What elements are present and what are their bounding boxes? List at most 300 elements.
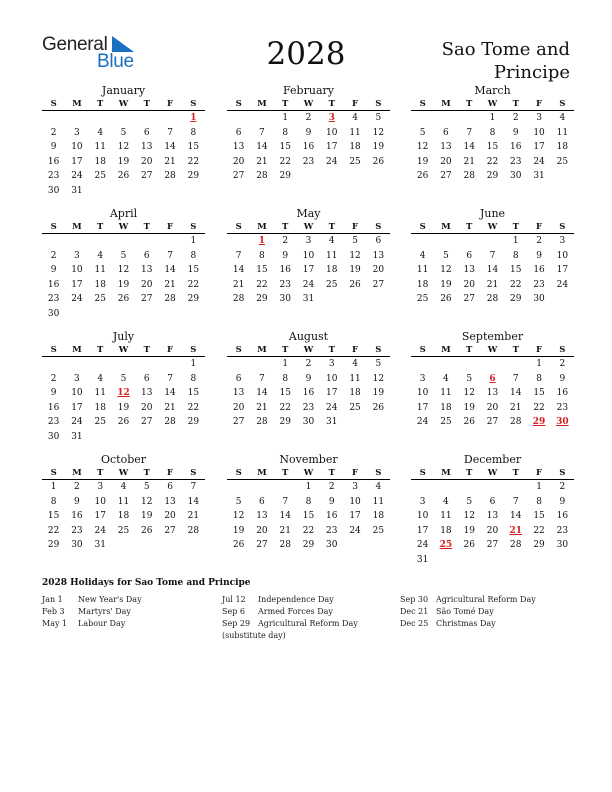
day-cell: 4 bbox=[352, 359, 358, 369]
day-grid bbox=[42, 234, 205, 321]
day-cell: 13 bbox=[232, 142, 245, 152]
day-cell: 14 bbox=[232, 265, 245, 275]
day-cell: 20 bbox=[232, 402, 245, 413]
weekday-label: T bbox=[282, 99, 289, 109]
day-cell: 23 bbox=[302, 402, 315, 413]
holiday-column bbox=[222, 594, 398, 642]
day-cell: 23 bbox=[326, 525, 338, 536]
day-cell: 2 bbox=[50, 127, 57, 138]
day-cell: 4 bbox=[328, 236, 335, 246]
month-august bbox=[227, 330, 390, 430]
day-grid bbox=[42, 480, 205, 553]
day-cell: 18 bbox=[556, 142, 569, 152]
day-cell: 29 bbox=[486, 171, 499, 181]
day-cell: 29 bbox=[302, 540, 315, 550]
day-cell: 21 bbox=[486, 279, 499, 290]
day-cell: 27 bbox=[256, 540, 268, 550]
day-cell: 1 bbox=[536, 482, 542, 492]
day-cell: 17 bbox=[533, 142, 545, 152]
holiday-item bbox=[222, 618, 398, 630]
weekday-label: T bbox=[512, 222, 519, 232]
day-cell: 11 bbox=[440, 511, 452, 521]
weekday-label: F bbox=[536, 222, 543, 232]
day-cell: 23 bbox=[47, 417, 60, 427]
day-cell: 19 bbox=[349, 265, 361, 275]
day-cell: 11 bbox=[440, 388, 452, 398]
day-cell: 16 bbox=[47, 156, 60, 167]
day-cell: 28 bbox=[164, 417, 176, 427]
month-october bbox=[42, 453, 205, 553]
day-cell: 31 bbox=[533, 171, 545, 181]
day-cell: 5 bbox=[375, 113, 382, 123]
day-cell: 6 bbox=[143, 127, 150, 138]
day-cell: 28 bbox=[279, 540, 291, 550]
day-cell: 5 bbox=[352, 236, 358, 246]
day-cell: 10 bbox=[94, 496, 106, 507]
day-cell: 20 bbox=[164, 511, 176, 521]
day-cell: 20 bbox=[141, 156, 153, 167]
weekday-label: S bbox=[50, 222, 57, 232]
day-cell: 13 bbox=[141, 388, 153, 398]
day-cell: 22 bbox=[187, 156, 200, 167]
empty-cell bbox=[42, 234, 65, 249]
weekday-label: M bbox=[72, 222, 82, 232]
day-cell: 7 bbox=[282, 496, 289, 507]
day-cell: 5 bbox=[375, 359, 382, 369]
weekday-label: T bbox=[143, 222, 150, 232]
weekday-label: S bbox=[419, 99, 426, 109]
day-cell: 31 bbox=[302, 294, 315, 304]
day-cell: 10 bbox=[416, 511, 429, 521]
weekday-header bbox=[227, 344, 390, 357]
day-cell: 5 bbox=[443, 250, 449, 261]
day-cell: 19 bbox=[440, 279, 452, 290]
empty-cell bbox=[481, 357, 504, 372]
day-cell: 26 bbox=[117, 294, 130, 304]
weekday-label: F bbox=[352, 345, 359, 355]
day-cell: 13 bbox=[141, 142, 153, 152]
day-cell: 3 bbox=[74, 127, 80, 138]
weekday-label: T bbox=[328, 468, 335, 478]
holiday-date: Jan 1 bbox=[42, 595, 63, 604]
day-cell: 5 bbox=[466, 373, 473, 384]
empty-cell bbox=[227, 480, 250, 495]
holiday-name: Agricultural Reform Day bbox=[258, 619, 358, 628]
holiday-name: Martyrs' Day bbox=[78, 607, 131, 616]
weekday-label: F bbox=[536, 345, 543, 355]
month-title: September bbox=[461, 330, 524, 343]
day-cell: 10 bbox=[326, 373, 338, 384]
day-cell: 9 bbox=[305, 127, 312, 138]
day-cell: 2 bbox=[512, 113, 519, 123]
day-cell: 21 bbox=[232, 279, 245, 290]
weekday-label: T bbox=[512, 99, 519, 109]
day-cell: 22 bbox=[486, 156, 499, 167]
empty-cell bbox=[65, 234, 88, 249]
day-cell: 30 bbox=[326, 540, 338, 550]
weekday-label: F bbox=[167, 99, 174, 109]
weekday-label: S bbox=[559, 99, 566, 109]
day-cell: 4 bbox=[559, 113, 566, 123]
weekday-header bbox=[411, 221, 574, 234]
day-cell: 30 bbox=[47, 185, 60, 196]
month-june bbox=[411, 207, 574, 307]
weekday-label: S bbox=[559, 345, 566, 355]
day-cell: 20 bbox=[463, 279, 475, 290]
weekday-label: T bbox=[466, 468, 473, 478]
day-cell: 17 bbox=[349, 511, 361, 521]
day-cell: 13 bbox=[486, 511, 499, 521]
empty-cell bbox=[504, 480, 527, 495]
day-cell: 23 bbox=[47, 171, 60, 181]
day-cell: 1 bbox=[305, 482, 312, 492]
day-cell: 22 bbox=[510, 279, 522, 290]
day-cell: 24 bbox=[71, 171, 83, 181]
day-cell: 12 bbox=[372, 127, 385, 138]
day-cell: 14 bbox=[486, 265, 499, 275]
day-cell: 8 bbox=[536, 373, 542, 384]
day-cell: 7 bbox=[259, 127, 265, 138]
day-cell: 14 bbox=[256, 388, 268, 398]
day-cell: 25 bbox=[349, 402, 361, 413]
day-cell: 10 bbox=[71, 142, 83, 152]
day-cell: 11 bbox=[117, 496, 130, 507]
weekday-label: S bbox=[190, 99, 197, 109]
day-cell: 24 bbox=[556, 279, 569, 290]
holiday-name: Agricultural Reform Day bbox=[436, 595, 536, 604]
day-cell: 24 bbox=[302, 279, 315, 290]
day-cell: 29 bbox=[510, 294, 522, 304]
weekday-label: T bbox=[97, 345, 104, 355]
day-cell: 25 bbox=[326, 279, 338, 290]
day-cell: 20 bbox=[141, 402, 153, 413]
day-cell: 10 bbox=[416, 388, 429, 398]
day-cell: 1 bbox=[282, 113, 289, 123]
month-title: March bbox=[474, 84, 511, 97]
day-cell: 10 bbox=[533, 127, 545, 138]
weekday-label: F bbox=[352, 468, 359, 478]
day-cell: 23 bbox=[279, 279, 291, 290]
empty-cell bbox=[65, 357, 88, 372]
day-cell: 16 bbox=[279, 265, 291, 275]
day-cell: 6 bbox=[143, 250, 150, 261]
day-cell: 9 bbox=[559, 373, 566, 384]
day-cell: 2 bbox=[559, 482, 566, 492]
calendar-year: 2028 bbox=[266, 36, 346, 72]
day-cell: 25 bbox=[117, 525, 130, 536]
holiday-name: Christmas Day bbox=[436, 619, 496, 628]
day-cell: 17 bbox=[302, 265, 315, 275]
day-cell: 14 bbox=[164, 142, 176, 152]
day-cell: 22 bbox=[187, 279, 200, 290]
day-cell: 18 bbox=[349, 388, 361, 398]
day-cell: 31 bbox=[326, 417, 338, 427]
day-cell: 19 bbox=[372, 142, 385, 152]
day-grid bbox=[227, 480, 390, 553]
day-cell: 28 bbox=[232, 294, 245, 304]
day-cell: 21 bbox=[279, 525, 291, 536]
day-cell: 15 bbox=[47, 511, 60, 521]
weekday-header bbox=[42, 221, 205, 234]
day-cell: 16 bbox=[533, 265, 545, 275]
empty-cell bbox=[411, 234, 434, 249]
weekday-label: S bbox=[419, 468, 426, 478]
day-cell: 6 bbox=[235, 373, 242, 384]
empty-cell bbox=[434, 234, 457, 249]
month-title: June bbox=[479, 207, 506, 220]
day-cell: 31 bbox=[416, 554, 429, 565]
day-cell: 23 bbox=[510, 156, 522, 167]
day-grid bbox=[411, 234, 574, 307]
weekday-label: S bbox=[419, 222, 426, 232]
empty-cell bbox=[135, 111, 158, 126]
day-cell: 5 bbox=[120, 127, 127, 138]
day-cell: 25 bbox=[416, 294, 429, 304]
day-cell: 6 bbox=[489, 496, 496, 507]
empty-cell bbox=[158, 357, 181, 372]
day-cell: 13 bbox=[486, 388, 499, 398]
day-cell: 8 bbox=[282, 373, 289, 384]
holiday-day-cell: 1 bbox=[258, 236, 266, 246]
holiday-day-cell: 29 bbox=[532, 417, 546, 427]
weekday-label: T bbox=[466, 222, 473, 232]
day-cell: 29 bbox=[187, 417, 200, 427]
day-cell: 23 bbox=[556, 402, 569, 413]
day-cell: 22 bbox=[279, 402, 291, 413]
day-cell: 17 bbox=[326, 142, 338, 152]
day-grid bbox=[411, 357, 574, 430]
day-cell: 24 bbox=[71, 294, 83, 304]
month-title: November bbox=[279, 453, 338, 466]
weekday-label: S bbox=[559, 468, 566, 478]
weekday-header bbox=[411, 467, 574, 480]
day-cell: 15 bbox=[486, 142, 499, 152]
day-cell: 4 bbox=[419, 250, 426, 261]
day-cell: 10 bbox=[71, 265, 83, 275]
empty-cell bbox=[434, 111, 457, 126]
day-cell: 8 bbox=[512, 250, 519, 261]
weekday-label: M bbox=[441, 222, 451, 232]
day-cell: 18 bbox=[94, 156, 106, 167]
day-cell: 30 bbox=[510, 171, 522, 181]
day-cell: 7 bbox=[167, 250, 173, 261]
day-cell: 23 bbox=[47, 294, 60, 304]
day-cell: 27 bbox=[141, 171, 153, 181]
day-cell: 16 bbox=[326, 511, 338, 521]
day-cell: 18 bbox=[349, 142, 361, 152]
day-cell: 18 bbox=[94, 279, 106, 290]
day-cell: 27 bbox=[141, 294, 153, 304]
day-cell: 21 bbox=[510, 402, 522, 413]
day-grid bbox=[227, 111, 390, 184]
day-cell: 4 bbox=[443, 373, 449, 384]
weekday-label: S bbox=[235, 468, 242, 478]
weekday-label: T bbox=[282, 222, 289, 232]
day-cell: 27 bbox=[486, 540, 499, 550]
day-cell: 11 bbox=[94, 142, 106, 152]
holiday-day-cell: 25 bbox=[439, 540, 453, 550]
day-cell: 22 bbox=[533, 402, 545, 413]
weekday-label: W bbox=[118, 468, 129, 478]
country-name-line1: Sao Tome and bbox=[441, 39, 570, 60]
day-cell: 12 bbox=[117, 265, 130, 275]
weekday-label: T bbox=[466, 345, 473, 355]
day-cell: 7 bbox=[167, 373, 173, 384]
day-cell: 15 bbox=[279, 142, 291, 152]
day-cell: 4 bbox=[352, 113, 358, 123]
day-cell: 22 bbox=[187, 402, 200, 413]
day-cell: 16 bbox=[302, 142, 315, 152]
day-cell: 29 bbox=[279, 171, 291, 181]
weekday-label: S bbox=[375, 345, 382, 355]
weekday-label: W bbox=[487, 345, 498, 355]
day-cell: 4 bbox=[97, 127, 104, 138]
weekday-label: W bbox=[487, 468, 498, 478]
day-cell: 2 bbox=[282, 236, 289, 246]
holiday-day-cell: 6 bbox=[489, 373, 496, 384]
weekday-label: S bbox=[235, 99, 242, 109]
day-cell: 3 bbox=[559, 236, 566, 246]
day-cell: 26 bbox=[416, 171, 429, 181]
weekday-label: F bbox=[536, 468, 543, 478]
holiday-day-cell: 30 bbox=[556, 417, 569, 427]
day-cell: 17 bbox=[71, 402, 83, 413]
day-cell: 2 bbox=[74, 482, 80, 492]
day-cell: 21 bbox=[164, 279, 176, 290]
brand-logo bbox=[42, 34, 142, 74]
empty-cell bbox=[135, 234, 158, 249]
day-cell: 28 bbox=[486, 294, 499, 304]
month-title: August bbox=[288, 330, 329, 343]
day-cell: 11 bbox=[94, 265, 106, 275]
month-title: December bbox=[463, 453, 522, 466]
empty-cell bbox=[112, 234, 135, 249]
day-cell: 12 bbox=[440, 265, 452, 275]
holiday-note: (substitute day) bbox=[222, 631, 286, 640]
day-cell: 3 bbox=[74, 250, 80, 261]
day-cell: 26 bbox=[117, 417, 130, 427]
day-cell: 1 bbox=[489, 113, 496, 123]
holiday-date: Sep 29 bbox=[222, 619, 251, 628]
month-july bbox=[42, 330, 205, 444]
day-cell: 9 bbox=[282, 250, 289, 261]
empty-cell bbox=[42, 111, 65, 126]
day-cell: 25 bbox=[94, 171, 106, 181]
holidays-title: 2028 Holidays for Sao Tome and Principe bbox=[42, 578, 251, 588]
day-cell: 8 bbox=[190, 373, 197, 384]
day-cell: 28 bbox=[256, 417, 268, 427]
weekday-label: W bbox=[487, 222, 498, 232]
day-cell: 27 bbox=[372, 279, 385, 290]
weekday-label: S bbox=[375, 99, 382, 109]
weekday-label: T bbox=[328, 222, 335, 232]
day-cell: 5 bbox=[235, 496, 242, 507]
day-cell: 3 bbox=[97, 482, 104, 492]
holiday-name: São Tomé Day bbox=[436, 607, 494, 616]
month-title: February bbox=[283, 84, 334, 97]
day-cell: 19 bbox=[117, 279, 130, 290]
empty-cell bbox=[434, 480, 457, 495]
day-cell: 9 bbox=[536, 250, 542, 261]
weekday-label: W bbox=[118, 222, 129, 232]
day-cell: 19 bbox=[416, 156, 429, 167]
empty-cell bbox=[89, 111, 112, 126]
weekday-label: S bbox=[190, 468, 197, 478]
month-title: April bbox=[109, 207, 138, 220]
holiday-date: Feb 3 bbox=[42, 607, 65, 616]
weekday-label: S bbox=[375, 468, 382, 478]
day-cell: 2 bbox=[328, 482, 335, 492]
day-cell: 13 bbox=[372, 250, 385, 261]
month-march bbox=[411, 84, 574, 184]
weekday-label: F bbox=[167, 345, 174, 355]
day-grid bbox=[411, 480, 574, 567]
holiday-item bbox=[42, 594, 218, 606]
month-april bbox=[42, 207, 205, 321]
day-cell: 15 bbox=[187, 142, 200, 152]
day-cell: 17 bbox=[416, 402, 429, 413]
holiday-day-cell: 3 bbox=[328, 113, 335, 123]
weekday-label: T bbox=[97, 99, 104, 109]
month-december bbox=[411, 453, 574, 567]
day-cell: 25 bbox=[349, 156, 361, 167]
month-november bbox=[227, 453, 390, 553]
weekday-label: M bbox=[441, 468, 451, 478]
day-cell: 6 bbox=[167, 482, 173, 492]
day-cell: 17 bbox=[71, 279, 83, 290]
day-cell: 8 bbox=[190, 127, 197, 138]
weekday-label: S bbox=[235, 222, 242, 232]
day-cell: 16 bbox=[302, 388, 315, 398]
day-cell: 7 bbox=[512, 373, 519, 384]
day-cell: 10 bbox=[349, 496, 361, 507]
day-cell: 1 bbox=[190, 359, 197, 369]
day-cell: 3 bbox=[419, 373, 426, 384]
day-cell: 22 bbox=[302, 525, 315, 536]
day-cell: 20 bbox=[372, 265, 385, 275]
weekday-label: S bbox=[50, 345, 57, 355]
weekday-header bbox=[42, 467, 205, 480]
day-cell: 17 bbox=[326, 388, 338, 398]
day-cell: 20 bbox=[256, 525, 268, 536]
day-cell: 17 bbox=[556, 265, 569, 275]
month-may bbox=[227, 207, 390, 307]
weekday-header bbox=[227, 221, 390, 234]
weekday-header bbox=[411, 98, 574, 111]
holiday-column bbox=[42, 594, 218, 630]
day-cell: 3 bbox=[352, 482, 358, 492]
logo-text-general: General bbox=[42, 34, 108, 55]
day-cell: 15 bbox=[302, 511, 315, 521]
day-grid bbox=[42, 111, 205, 198]
day-cell: 9 bbox=[512, 127, 519, 138]
day-cell: 15 bbox=[533, 388, 545, 398]
day-cell: 7 bbox=[235, 250, 242, 261]
day-cell: 28 bbox=[164, 294, 176, 304]
weekday-label: W bbox=[303, 345, 314, 355]
day-cell: 13 bbox=[256, 511, 268, 521]
month-title: May bbox=[296, 207, 321, 220]
day-cell: 6 bbox=[375, 236, 382, 246]
day-cell: 18 bbox=[416, 279, 429, 290]
weekday-label: W bbox=[303, 222, 314, 232]
weekday-label: S bbox=[190, 222, 197, 232]
holiday-date: May 1 bbox=[42, 619, 68, 628]
weekday-label: F bbox=[536, 99, 543, 109]
day-cell: 21 bbox=[187, 511, 200, 521]
day-cell: 21 bbox=[164, 402, 176, 413]
day-cell: 4 bbox=[120, 482, 127, 492]
